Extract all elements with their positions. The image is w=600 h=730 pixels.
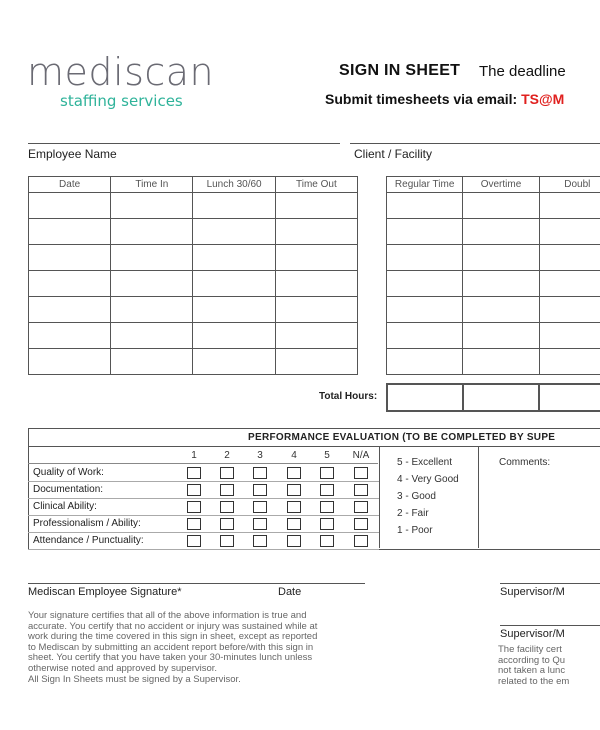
rating-scale-item: 4 - Very Good [397,474,459,485]
submit-prefix: Submit timesheets via email: [325,91,522,107]
hours-table-row [387,323,600,349]
rating-checkbox[interactable] [187,467,201,479]
criterion-divider [28,498,379,499]
hours-table [386,176,600,375]
rating-checkbox[interactable] [220,467,234,479]
time-table-row [29,193,358,219]
rating-checkbox[interactable] [354,501,368,513]
criterion-label: Quality of Work: [33,467,104,478]
hours-entry-cell[interactable] [539,219,600,245]
logo-wordmark: mediscan [27,50,215,94]
time-entry-cell[interactable] [111,193,193,219]
certification-line: work during the time covered in this sign in sheet, except as reported [28,631,318,643]
perf-header-divider [28,463,378,464]
rating-checkbox[interactable] [187,501,201,513]
certification-line: All Sign In Sheets must be signed by a Supervisor. [28,673,241,685]
criterion-divider [28,532,379,533]
hours-col-header: Regular Time [387,177,463,193]
hours-entry-cell[interactable] [463,219,539,245]
time-table-row [29,297,358,323]
hours-entry-cell[interactable] [387,271,463,297]
rating-checkbox[interactable] [320,501,334,513]
rating-scale-item: 2 - Fair [397,508,429,519]
hours-entry-cell[interactable] [387,219,463,245]
supervisor-print-label: Supervisor/M [500,628,565,640]
rating-checkbox[interactable] [187,484,201,496]
hours-entry-cell[interactable] [539,193,600,219]
rating-checkbox[interactable] [354,535,368,547]
time-entry-cell[interactable] [29,297,111,323]
criterion-label: Attendance / Punctuality: [33,535,144,546]
time-entry-cell[interactable] [111,323,193,349]
rating-checkbox[interactable] [354,467,368,479]
hours-entry-cell[interactable] [463,271,539,297]
hours-entry-cell[interactable] [463,349,539,375]
submit-email[interactable]: TS@M [521,91,565,107]
total-regular-cell[interactable] [387,384,463,411]
submit-instructions [325,91,564,107]
hours-entry-cell[interactable] [387,323,463,349]
supervisor-signature-line[interactable] [500,583,600,584]
certification-line: sheet. You certify that you have taken your 30-minutes lunch unless [28,652,313,664]
employee-signature-line[interactable] [28,583,365,584]
client-facility-label: Client / Facility [354,147,433,161]
criterion-label: Clinical Ability: [33,501,97,512]
time-col-header: Time Out [275,177,357,193]
certification-line: to Mediscan by submitting an accident report before/with this sign in [28,641,314,653]
time-entry-cell[interactable] [275,349,357,375]
hours-entry-cell[interactable] [463,297,539,323]
rating-checkbox[interactable] [287,501,301,513]
rating-checkbox[interactable] [320,535,334,547]
criterion-divider [28,481,379,482]
supervisor-print-line[interactable] [500,625,600,626]
rating-column-header: 3 [257,450,263,461]
certification-line: otherwise noted and approved by supervisor. [28,662,218,674]
time-entry-cell[interactable] [29,323,111,349]
certification-text [28,611,368,685]
perf-comments-divider [478,446,479,548]
time-entry-cell[interactable] [29,349,111,375]
hours-entry-cell[interactable] [387,297,463,323]
time-entry-cell[interactable] [29,271,111,297]
time-entry-cell[interactable] [275,245,357,271]
hours-table-row [387,349,600,375]
certification-line: Your signature certifies that all of the above information is true and [28,610,307,621]
time-table-row [29,245,358,271]
time-entry-cell[interactable] [111,245,193,271]
rating-checkbox[interactable] [187,535,201,547]
hours-entry-cell[interactable] [463,245,539,271]
rating-checkbox[interactable] [253,467,267,479]
total-double-cell[interactable] [539,384,600,411]
time-entry-cell[interactable] [193,323,275,349]
rating-checkbox[interactable] [320,467,334,479]
rating-column-header: 2 [224,450,230,461]
hours-entry-cell[interactable] [539,245,600,271]
time-entry-cell[interactable] [275,297,357,323]
employee-name-line[interactable] [28,143,340,144]
time-entry-cell[interactable] [29,219,111,245]
page-title: SIGN IN SHEET [339,62,461,79]
hours-table-row [387,271,600,297]
performance-title: PERFORMANCE EVALUATION (TO BE COMPLETED BY SUPE [248,432,556,443]
time-entry-cell[interactable] [193,297,275,323]
time-table-row [29,323,358,349]
rating-checkbox[interactable] [220,484,234,496]
facility-certification-text [498,645,600,687]
rating-column-header: 5 [324,450,330,461]
hours-entry-cell[interactable] [463,323,539,349]
time-entry-cell[interactable] [111,297,193,323]
hours-entry-cell[interactable] [539,323,600,349]
criterion-label: Professionalism / Ability: [33,518,141,529]
time-entry-cell[interactable] [275,193,357,219]
perf-title-divider [28,446,600,447]
rating-checkbox[interactable] [220,518,234,530]
rating-scale-item: 1 - Poor [397,525,433,536]
time-entry-cell[interactable] [111,349,193,375]
rating-checkbox[interactable] [253,484,267,496]
time-entry-cell[interactable] [193,349,275,375]
hours-entry-cell[interactable] [539,297,600,323]
time-entry-cell[interactable] [111,271,193,297]
logo-tagline: staffing services [60,92,183,110]
rating-checkbox[interactable] [354,484,368,496]
rating-checkbox[interactable] [220,535,234,547]
facility-line: according to Qu [498,654,566,666]
rating-scale-item: 5 - Excellent [397,457,453,468]
time-entry-cell[interactable] [275,271,357,297]
time-entry-cell[interactable] [193,245,275,271]
supervisor-signature-label: Supervisor/M [500,586,565,598]
total-overtime-cell[interactable] [463,384,539,411]
time-table-row [29,271,358,297]
client-facility-line[interactable] [350,143,600,144]
hours-table-row [387,297,600,323]
rating-checkbox[interactable] [253,501,267,513]
hours-entry-cell[interactable] [387,349,463,375]
total-hours-label: Total Hours: [319,391,378,402]
employee-signature-label: Mediscan Employee Signature* [28,586,182,598]
time-entry-cell[interactable] [193,271,275,297]
time-entry-cell[interactable] [193,219,275,245]
facility-line: related to the em [498,675,570,687]
rating-checkbox[interactable] [320,484,334,496]
perf-scale-divider [379,446,380,548]
hours-entry-cell[interactable] [387,245,463,271]
hours-table-row [387,193,600,219]
rating-scale-item: 3 - Good [397,491,436,502]
hours-entry-cell[interactable] [539,349,600,375]
time-entry-cell[interactable] [111,219,193,245]
rating-column-header: 1 [191,450,197,461]
facility-line: not taken a lunc [498,665,566,677]
time-col-header: Lunch 30/60 [193,177,275,193]
total-hours-row [386,383,600,412]
time-entry-cell[interactable] [29,245,111,271]
rating-checkbox[interactable] [220,501,234,513]
rating-checkbox[interactable] [253,535,267,547]
rating-checkbox[interactable] [320,518,334,530]
time-table-row [29,349,358,375]
rating-checkbox[interactable] [253,518,267,530]
rating-column-header: 4 [291,450,297,461]
hours-entry-cell[interactable] [539,271,600,297]
hours-entry-cell[interactable] [387,193,463,219]
criterion-label: Documentation: [33,484,104,495]
comments-label: Comments: [499,457,551,468]
time-entry-cell[interactable] [29,193,111,219]
rating-checkbox[interactable] [287,467,301,479]
hours-col-header: Doubl [539,177,600,193]
rating-checkbox[interactable] [287,535,301,547]
rating-checkbox[interactable] [287,484,301,496]
hours-table-row [387,245,600,271]
time-col-header: Time In [111,177,193,193]
date-label: Date [278,586,302,598]
rating-checkbox[interactable] [354,518,368,530]
time-entry-cell[interactable] [275,323,357,349]
rating-checkbox[interactable] [187,518,201,530]
facility-line: The facility cert [498,645,562,655]
time-entry-cell[interactable] [275,219,357,245]
rating-column-header: N/A [352,450,370,461]
deadline-text: The deadline [479,63,566,80]
employee-name-label: Employee Name [28,147,117,161]
time-entry-cell[interactable] [193,193,275,219]
criterion-divider [28,515,379,516]
hours-entry-cell[interactable] [463,193,539,219]
criterion-divider [28,549,379,550]
certification-line: accurate. You certify that no accident or injury was sustained while at [28,620,318,632]
hours-table-row [387,219,600,245]
time-entry-table [28,176,358,375]
hours-col-header: Overtime [463,177,539,193]
time-col-header: Date [29,177,111,193]
time-table-row [29,219,358,245]
rating-checkbox[interactable] [287,518,301,530]
